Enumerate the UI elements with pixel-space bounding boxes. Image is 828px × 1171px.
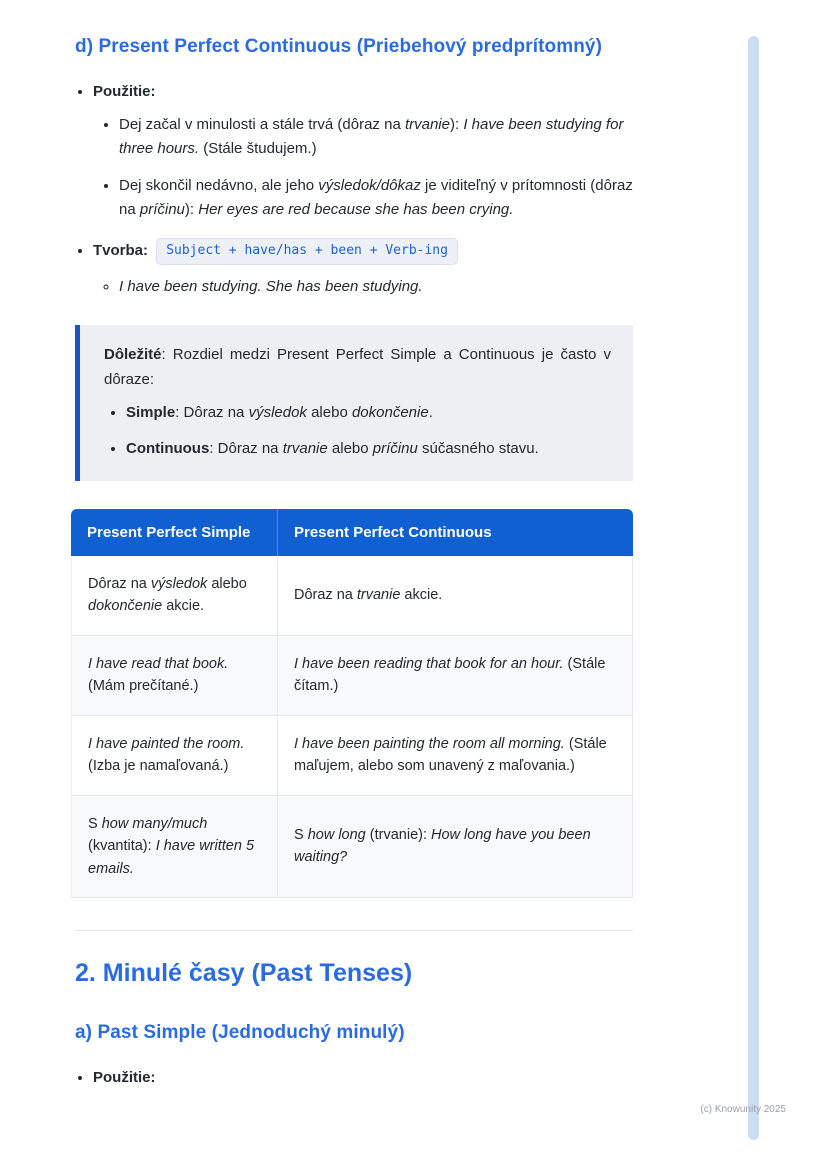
callout-item: • Continuous: Dôraz na trvanie alebo príčinu súčasného stavu. [126,437,611,461]
list-item-tvorba [93,238,633,299]
usage-list [75,80,633,299]
table-row [71,716,633,796]
usage-item: • Dej skončil nedávno, ale jeho výsledok/dôkaz je viditeľný v prítomnosti (dôraz na príčinu): Her eyes are red because she has been crying. [119,174,633,222]
table-cell: I have read that book. (Mám prečítané.) [71,636,278,716]
usage-item: • Dej začal v minulosti a stále trvá (dôraz na trvanie): I have been studying for three hours. (Stále študujem.) [119,113,633,161]
table-cell: I have been painting the room all morning. (Stále maľujem, alebo som unavený z maľovania.) [278,716,633,796]
callout-list [104,401,611,461]
tvorba-sublist [93,275,633,299]
callout-intro: Dôležité: Rozdiel medzi Present Perfect Simple a Continuous je často v dôraze: [104,346,611,389]
section-heading-past-simple: a) Past Simple (Jednoduchý minulý) [75,1022,405,1044]
bottom-spacer [75,1105,633,1155]
table-row [71,636,633,716]
comparison-table [71,509,633,898]
past-simple-usage-list [75,1066,633,1089]
table-body [71,556,633,898]
formula-code-chip: Subject + have/has + been + Verb-ing [156,238,458,265]
watermark-text: (c) Knowunity 2025 [700,1104,786,1115]
table-cell: Dôraz na trvanie akcie. [278,556,633,636]
callout-item: • Simple: Dôraz na výsledok alebo dokončenie. [126,401,611,425]
list-item-pouzitie [93,80,633,222]
table-header-cell-continuous: Present Perfect Continuous [278,509,633,556]
document-content [75,0,633,1155]
important-callout [75,325,633,481]
table-row [71,556,633,636]
section-divider [75,930,633,931]
scrollbar-thumb[interactable] [748,36,759,1140]
table-cell: S how long (trvanie): How long have you been waiting? [278,796,633,898]
table-header [71,509,633,556]
section-heading-past-tenses: 2. Minulé časy (Past Tenses) [75,959,413,988]
tvorba-label: Tvorba: [93,242,149,260]
usage-sublist [93,113,633,222]
table-header-row [71,509,633,556]
table-header-cell-simple: Present Perfect Simple [71,509,278,556]
table-cell: Dôraz na výsledok alebo dokončenie akcie. [71,556,278,636]
table-cell: I have been reading that book for an hour. (Stále čítam.) [278,636,633,716]
table-cell: I have painted the room. (Izba je namaľovaná.) [71,716,278,796]
table-cell: S how many/much (kvantita): I have written 5 emails. [71,796,278,898]
list-item-pouzitie-2 [93,1066,633,1089]
pouzitie-label: Použitie: [93,83,156,100]
table-row [71,796,633,898]
pouzitie-label-2: Použitie: [93,1069,156,1087]
tvorba-example: ◦ I have been studying. She has been studying. [119,275,633,299]
section-heading-present-perfect-continuous: d) Present Perfect Continuous (Priebehový predprítomný) [75,36,603,57]
